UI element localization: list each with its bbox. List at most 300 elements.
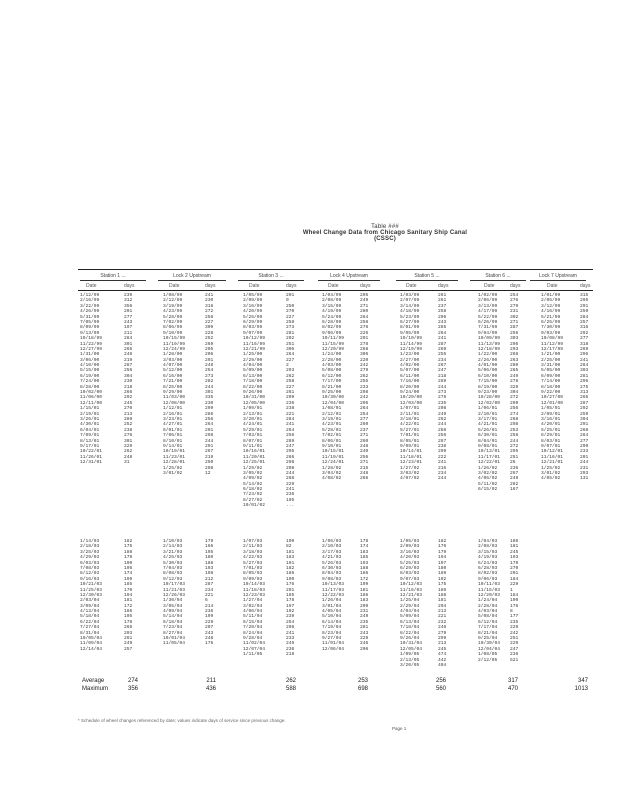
table-cell: 181 [286,549,295,555]
table-cell: 8/18/00 [541,384,561,390]
table-cell: 220 [360,357,369,363]
subheader-days: days [360,283,371,289]
table-cell: 12/05/00 [243,400,266,406]
maximum-value: 1013 [574,686,588,692]
table-cell: 166 [205,544,214,550]
table-cell: 271 [510,319,519,325]
table-cell: 267 [205,449,214,455]
table-cell: 290 [580,443,589,449]
table-cell: 10/16/01 [243,449,266,455]
table-cell: 175 [438,582,447,588]
table-cell: 7/01/01 [400,433,420,439]
table-cell: 5/28/01 [322,427,342,433]
table-cell: 6/22/04 [80,619,100,625]
table-cell: 192 [438,576,447,582]
table-cell: 1/05/01 [541,406,561,412]
table-cell: 10/13/01 [478,449,501,455]
table-cell: 269 [205,341,214,347]
column-group-header [318,273,380,282]
table-cell: 303 [510,336,519,342]
table-cell: 7/06/01 [163,433,183,439]
table-cell: 287 [205,582,214,588]
table-cell: 238 [286,406,295,412]
table-cell: 174 [360,544,369,550]
table-cell: 245 [124,400,133,406]
table-cell: 9/13/99 [80,330,100,336]
table-cell: 229 [510,641,519,647]
table-cell: 268 [510,352,519,358]
table-cell: 4/06/02 [478,476,498,482]
table-cell: 209 [286,395,295,401]
table-cell: 11/18/03 [243,587,266,593]
table-cell: 261 [438,298,447,304]
table-cell: 222 [438,454,447,460]
table-cell: 9/06/99 [322,330,342,336]
table-cell: 266 [124,390,133,396]
table-cell: 5/09/00 [243,368,263,374]
table-cell: 6/13/00 [243,373,263,379]
table-cell: 4/18/99 [400,309,420,315]
table-cell: 10/15/01 [322,449,345,455]
table-cell: 10/15/99 [163,336,186,342]
table-cell: 9/09/01 [400,443,420,449]
table-cell: 6/25/99 [541,319,561,325]
table-cell: 246 [438,625,447,631]
table-cell: 7/14/00 [541,379,561,385]
table-cell: 304 [510,390,519,396]
table-cell: 279 [510,303,519,309]
table-cell: 261 [438,293,447,298]
table-cell: 183 [286,555,295,561]
table-cell: 242 [360,395,369,401]
table-cell: 295 [510,449,519,455]
table-cell: 286 [205,411,214,417]
table-cell: 254 [205,368,214,374]
table-cell: 10/11/03 [478,582,501,588]
column-group-header [530,273,586,282]
table-cell: 244 [438,476,447,482]
table-cell: 5/07/00 [400,368,420,374]
table-cell: 266 [286,454,295,460]
table-cell: 303 [580,368,589,374]
table-cell: 4/29/03 [80,555,100,561]
table-cell: 11/19/99 [163,341,186,347]
table-cell: 233 [360,384,369,390]
table-cell: 2/09/03 [400,544,420,550]
table-cell: 202 [286,336,295,342]
table-cell: 219 [124,357,133,363]
table-cell: 172 [360,576,369,582]
table-cell: 4/05/02 [541,476,561,482]
table-cell: 255 [360,379,369,385]
subheader-days: days [510,283,521,289]
table-cell: 10/05/04 [80,636,103,642]
table-cell: 8/25/00 [163,384,183,390]
average-value: 274 [127,678,138,684]
table-cell: 277 [580,336,589,342]
subheader-days: days [580,283,591,289]
table-cell: 5/25/01 [541,427,561,433]
table-cell: 238 [124,427,133,433]
table-cell: 177 [510,614,519,620]
table-cell: 1/27/04 [243,598,263,604]
table-cell: 268 [580,427,589,433]
table-cell: 10/21/03 [80,582,103,588]
table-cell: 4/20/99 [243,309,263,315]
table-cell: 12/11/00 [80,400,103,406]
table-cell: 12/21/03 [400,592,423,598]
table-cell: 7/17/04 [478,625,498,631]
table-cell: 218 [286,652,295,658]
table-cell: 8/02/03 [478,571,498,577]
table-cell: 1/10/03 [163,539,183,544]
days-column [205,293,213,476]
table-cell: 7/09/01 [80,433,100,439]
table-cell: 299 [510,400,519,406]
table-cell: 245 [510,549,519,555]
table-cell: 197 [438,560,447,566]
table-cell: 194 [124,592,133,598]
table-cell: 295 [286,449,295,455]
table-cell: 184 [510,592,519,598]
table-cell: 3/06/00 [80,357,100,363]
table-cell: 197 [124,325,133,331]
table-cell: 285 [438,325,447,331]
table-cell: 229 [510,582,519,588]
table-cell: 231 [360,609,369,615]
subheader-date: Date [406,283,417,289]
table-cell: 4/22/03 [243,555,263,561]
table-cell: 1/12/01 [163,406,183,412]
table-cell: 3/03/00 [163,357,183,363]
table-cell: 8/28/00 [80,384,100,390]
table-cell: 3/02/04 [243,603,263,609]
table-cell: 5/11/04 [243,614,263,620]
table-cell: 191 [286,560,295,566]
table-cell: 192 [286,609,295,615]
table-cell: 176 [438,544,447,550]
table-cell: 312 [124,298,133,304]
table-cell: 1/12/99 [80,293,100,298]
table-cell: 8/04/03 [322,571,342,577]
maximum-value: 436 [205,686,216,692]
table-cell: 250 [205,460,214,466]
table-cell: 6/29/99 [243,319,263,325]
table-cell: 9/11/01 [243,443,263,449]
table-cell: 6/04/01 [80,427,100,433]
table-cell: 276 [438,395,447,401]
date-column [322,293,344,482]
table-cell: 9/07/03 [400,576,420,582]
table-cell: 309 [205,325,214,331]
table-cell: 254 [286,619,295,625]
table-cell: 178 [286,598,295,604]
table-cell: 12/05/04 [400,646,423,652]
table-cell: 249 [360,298,369,304]
table-cell: 249 [360,614,369,620]
table-cell: 5/14/02 [243,481,263,487]
subheader-date: Date [328,283,339,289]
table-cell: 3/05/02 [243,470,263,476]
table-cell: 179 [124,555,133,561]
table-cell: 195 [286,497,295,503]
table-cell: 2/12/01 [322,411,342,417]
table-cell: 12/19/99 [400,346,423,352]
table-cell: 9/05/99 [400,330,420,336]
days-column [360,293,368,482]
table-cell: 186 [510,539,519,544]
table-cell: 12/04/00 [322,400,345,406]
table-cell: 10/27/00 [541,395,564,401]
table-cell: 5/06/00 [478,368,498,374]
date-column [163,539,185,647]
table-cell: 10/12/99 [243,336,266,342]
date-column [243,539,265,658]
table-cell: 1/28/02 [322,465,342,471]
table-cell: 11/19/01 [322,454,345,460]
column-group-rule [530,280,586,281]
table-cell: 301 [124,341,133,347]
table-cell: 10/28/00 [478,395,501,401]
table-cell: 282 [205,379,214,385]
table-cell: 2/19/01 [80,411,100,417]
average-value: 262 [285,678,296,684]
table-cell: 182 [438,539,447,544]
table-cell: 4/03/00 [322,363,342,369]
table-cell: 269 [580,346,589,352]
table-cell: 236 [510,465,519,471]
table-cell: 270 [510,565,519,571]
table-cell: 8/01/99 [400,325,420,331]
table-cell: 4/27/01 [163,422,183,428]
table-cell: 9/08/03 [322,576,342,582]
table-cell: 249 [438,411,447,417]
table-cell: 277 [580,438,589,444]
table-cell: 9/06/03 [478,576,498,582]
table-cell: 221 [286,411,295,417]
table-cell: 10/09/99 [478,336,501,342]
table-cell: 292 [124,395,133,401]
table-cell: 249 [286,641,295,647]
table-cell: 267 [438,438,447,444]
date-column [400,293,422,482]
table-cell: 281 [580,373,589,379]
maximum-value: 470 [507,686,518,692]
date-column [80,293,102,466]
average-label: Average [82,678,105,684]
table-cell: 287 [510,325,519,331]
table-cell: 239 [124,293,133,298]
table-cell: 190 [286,539,295,544]
table-cell: 318 [580,341,589,347]
table-cell: 26 [510,460,516,466]
table-cell: 5/15/00 [80,368,100,374]
table-cell: 10/30/04 [478,641,501,647]
date-column [541,293,563,482]
table-cell: 11/22/99 [80,341,103,347]
table-cell: 1/25/02 [541,465,561,471]
table-cell: 8/19/00 [478,384,498,390]
table-cell: 5/29/01 [243,427,263,433]
table-cell: 11/15/03 [478,587,501,593]
table-cell: 11/15/99 [322,341,345,347]
table-cell: 281 [286,330,295,336]
table-cell: 178 [124,619,133,625]
table-cell: 3/17/03 [322,549,342,555]
table-cell: 2/08/99 [322,298,342,304]
table-cell: 241 [205,293,214,298]
table-cell: 9/22/00 [541,390,561,396]
table-cell: 212 [205,576,214,582]
table-cell: 199 [205,614,214,620]
table-cell: 251 [510,636,519,642]
table-cell: 227 [286,357,295,363]
table-cell: 298 [360,390,369,396]
table-cell: 267 [510,470,519,476]
table-cell: 256 [124,368,133,374]
table-cell: 8/06/99 [163,325,183,331]
table-cell: 9/24/00 [400,390,420,396]
table-cell: 2/09/99 [243,298,263,304]
table-cell: 10/29/00 [400,395,423,401]
table-cell: 12/06/04 [322,646,345,652]
table-cell: 8/03/01 [541,438,561,444]
table-cell: 214 [205,603,214,609]
table-cell: 248 [124,454,133,460]
table-cell: 1/14/03 [80,539,100,544]
table-cell: 7/27/04 [80,625,100,631]
table-cell: 175 [124,544,133,550]
table-cell: 244 [438,422,447,428]
table-cell: 12/01/00 [541,400,564,406]
table-cell: 12/02/00 [478,400,501,406]
table-cell: 298 [205,465,214,471]
table-cell: 257 [124,646,133,652]
table-cell: 6/11/00 [400,373,420,379]
table-cell: 9/08/01 [478,443,498,449]
table-cell: 170 [124,587,133,593]
table-cell: 4/13/04 [80,609,100,615]
days-column [205,539,213,647]
table-cell: 179 [438,549,447,555]
column-group-header [158,273,226,282]
table-cell: 521 [510,657,519,663]
table-cell: 3/20/01 [243,416,263,422]
table-cell: 3/21/03 [163,549,183,555]
table-cell: 296 [438,314,447,320]
table-cell: 227 [205,319,214,325]
table-cell: 11/17/03 [322,587,345,593]
table-cell: 12/18/99 [478,346,501,352]
table-cell: 1/28/00 [163,352,183,358]
table-cell: 6/10/00 [478,373,498,379]
subheader-days: days [205,283,216,289]
table-cell: 10/08/99 [541,336,564,342]
table-cell: 221 [438,614,447,620]
table-cell: 2/07/99 [400,298,420,304]
table-cell: 31 [124,460,130,466]
table-cell: 9/07/01 [541,443,561,449]
table-cell: 268 [510,416,519,422]
table-cell: 5/18/04 [80,614,100,620]
table-cell: 9/07/99 [243,330,263,336]
table-cell: 9 [286,298,289,304]
table-cell: 8/08/03 [163,571,183,577]
table-cell: 1/25/04 [400,598,420,604]
table-cell: 267 [438,363,447,369]
table-cell: 185 [124,582,133,588]
table-cell: 6/13/04 [400,619,420,625]
subheader-date: Date [547,283,558,289]
table-caption-title: Wheel Change Data from Chicago Sanitary Ship Canal (CSSC) [302,230,468,242]
table-cell: 7/08/03 [80,565,100,571]
table-cell: 3/31/00 [541,363,561,369]
table-cell: 1/30/04 [163,598,183,604]
table-cell: 276 [360,325,369,331]
table-cell: 10/14/03 [243,582,266,588]
table-cell: 2/28/00 [322,357,342,363]
table-cell: 291 [360,336,369,342]
table-cell: 231 [510,309,519,315]
table-cell: 244 [580,460,589,466]
table-cell: 3/14/99 [400,303,420,309]
table-cell: 1/25/02 [163,465,183,471]
table-cell: 189 [438,571,447,577]
days-column [438,293,446,482]
table-cell: 11/03/00 [163,395,186,401]
table-cell: 236 [286,492,295,498]
table-cell: 188 [438,592,447,598]
table-cell: 1/24/04 [478,598,498,604]
table-cell: 7/20/04 [243,625,263,631]
table-cell: 4/20/03 [400,555,420,561]
column-group-header [238,273,304,282]
date-column [400,539,422,668]
table-cell: 183 [360,598,369,604]
table-cell: 272 [510,395,519,401]
table-cell: 227 [286,384,295,390]
table-cell: 256 [510,330,519,336]
days-column [438,539,446,668]
table-cell: 180 [438,565,447,571]
table-cell: 12/27/99 [80,346,103,352]
maximum-label: Maximum [82,686,109,692]
table-cell: 289 [438,379,447,385]
table-cell: 185 [286,592,295,598]
date-column [322,539,344,652]
table-cell: 3/01/02 [541,470,561,476]
table-cell: 9/27/04 [322,636,342,642]
table-cell: 263 [510,357,519,363]
table-cell: 3/17/01 [478,416,498,422]
table-cell: 179 [205,539,214,544]
table-cell: 176 [286,582,295,588]
table-cell: 11/12/99 [541,341,564,347]
table-cell: 287 [124,363,133,369]
table-cell: 8/27/04 [163,630,183,636]
table-cell: 5/26/01 [478,427,498,433]
table-cell: 1/25/00 [243,352,263,358]
table-cell: 235 [360,619,369,625]
table-cell: 1/29/02 [243,465,263,471]
table-cell: 6/28/03 [478,565,498,571]
table-cell: 12/17/99 [541,346,564,352]
table-cell: 293 [286,368,295,374]
table-cell: 262 [510,481,519,487]
table-cell: 3/16/99 [243,303,263,309]
table-cell: 5/31/99 [80,314,100,320]
table-cell: 4/30/01 [80,422,100,428]
